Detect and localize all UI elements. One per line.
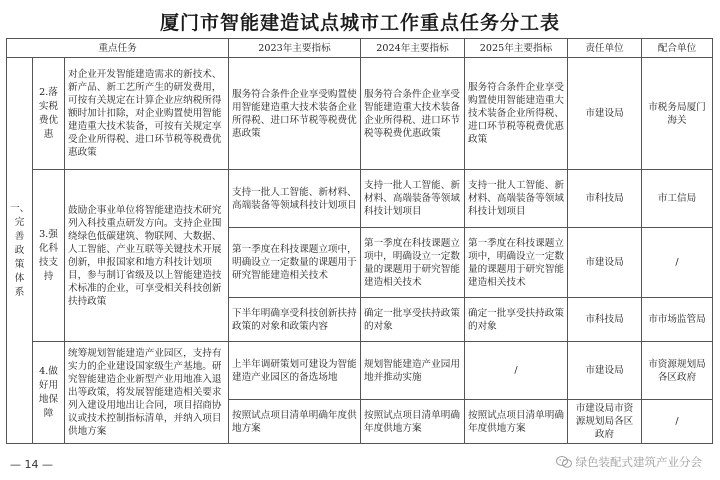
cell-2024: 支持一批人工智能、新材料、高端装备等领域科技计划项目 [361, 170, 465, 228]
table-row [7, 342, 713, 400]
section-name: 2.落实税费优惠 [33, 58, 65, 170]
page-number: — 14 — [10, 458, 53, 471]
cell-responsible: 市建设局 [568, 228, 642, 298]
cell-2025: 支持一批人工智能、新材料、高端装备等领域科技计划项目 [465, 170, 568, 228]
cell-2024: 确定一批享受扶持政策的对象 [361, 298, 465, 342]
section-task: 统筹规划智能建造产业园区，支持有实力的企业建设国家级生产基地。研究智能建造企业新型产业用地准入退出等政策，将发展智能建造相关要求列入建设用地出让合同，项目招商协议或技术控制指标清单，并纳入项目供地方案 [65, 342, 229, 444]
watermark-text: 绿色装配式建筑产业分会 [575, 455, 702, 469]
section-task: 鼓励企事业单位将智能建造技术研究列入科技重点研发方向。支持企业围绕绿色低碳建筑、物联网、大数据、人工智能、产业互联等关键技术开展创新，申报国家和地方科技计划项目，参与制订省级及以上智能建造技术标准的企业，可享受相关科技创新扶持政策 [65, 170, 229, 342]
cell-cooperating: 市资源规划局各区政府 [642, 342, 713, 400]
section-name: 3.强化科技支持 [33, 170, 65, 342]
section-task: 对企业开发智能建造需求的新技术、新产品、新工艺所产生的研发费用，可按有关规定在计算企业应纳税所得额时加计扣除，对企业购置使用智能建造重大技术装备，可按有关规定享受企业所得税、进口环节税等税费优惠政策 [65, 58, 229, 170]
cell-cooperating: 市税务局厦门海关 [642, 58, 713, 170]
watermark [556, 454, 703, 470]
header-2023: 2023年主要指标 [229, 39, 361, 58]
cell-2024: 按照试点项目清单明确年度供地方案 [361, 400, 465, 444]
header-task: 重点任务 [7, 39, 229, 58]
header-2025: 2025年主要指标 [465, 39, 568, 58]
cell-cooperating: 市工信局 [642, 170, 713, 228]
cell-2025: 确定一批享受扶持政策的对象 [465, 298, 568, 342]
cell-responsible: 市科技局 [568, 298, 642, 342]
header-responsible: 责任单位 [568, 39, 642, 58]
header-row [7, 39, 713, 58]
cell-2023: 上半年调研策划可建设为智能建造产业园区的备选场地 [229, 342, 361, 400]
cell-2024: 服务符合条件企业享受智能建造重大技术装备企业所得税、进口环节税等税费优惠政策 [361, 58, 465, 170]
section-name: 4.做好用地保障 [33, 342, 65, 444]
cell-responsible: 市建设局 [568, 58, 642, 170]
wechat-icon [556, 456, 572, 468]
cell-2023: 下半年明确享受科技创新扶持政策的对象和政策内容 [229, 298, 361, 342]
page-title: 厦门市智能建造试点城市工作重点任务分工表 [159, 12, 560, 34]
cell-2023: 服务符合条件企业享受购置使用智能建造重大技术装备企业所得税、进口环节税等税费优惠政策 [229, 58, 361, 170]
cell-2024: 第一季度在科技课题立项中，明确设立一定数量的课题用于研究智能建造相关技术 [361, 228, 465, 298]
header-2024: 2024年主要指标 [361, 39, 465, 58]
cell-2023: 第一季度在科技课题立项中，明确设立一定数量的课题用于研究智能建造相关技术 [229, 228, 361, 298]
table-row [7, 170, 713, 228]
cell-2023: 支持一批人工智能、新材料、高端装备等领域科技计划项目 [229, 170, 361, 228]
cell-2023: 按照试点项目清单明确年度供地方案 [229, 400, 361, 444]
cell-cooperating: 市市场监管局 [642, 298, 713, 342]
cell-responsible: 市科技局 [568, 170, 642, 228]
cell-2025: / [465, 342, 568, 400]
cell-2025: 服务符合条件企业享受购置使用智能建造重大技术装备企业所得税、进口环节税等税费优惠政策 [465, 58, 568, 170]
cell-cooperating: / [642, 228, 713, 298]
header-cooperating: 配合单位 [642, 39, 713, 58]
task-table [6, 38, 713, 444]
table-row [7, 58, 713, 170]
category-cell: 一、完善政策体系 [7, 58, 33, 444]
cell-responsible: 市建设局市资源规划局各区政府 [568, 400, 642, 444]
cell-responsible: 市建设局 [568, 342, 642, 400]
cell-2025: 第一季度在科技课题立项中，明确设立一定数量的课题用于研究智能建造相关技术 [465, 228, 568, 298]
cell-cooperating: / [642, 400, 713, 444]
cell-2025: 按照试点项目清单明确年度供地方案 [465, 400, 568, 444]
cell-2024: 规划智能建造产业园用地并推动实施 [361, 342, 465, 400]
